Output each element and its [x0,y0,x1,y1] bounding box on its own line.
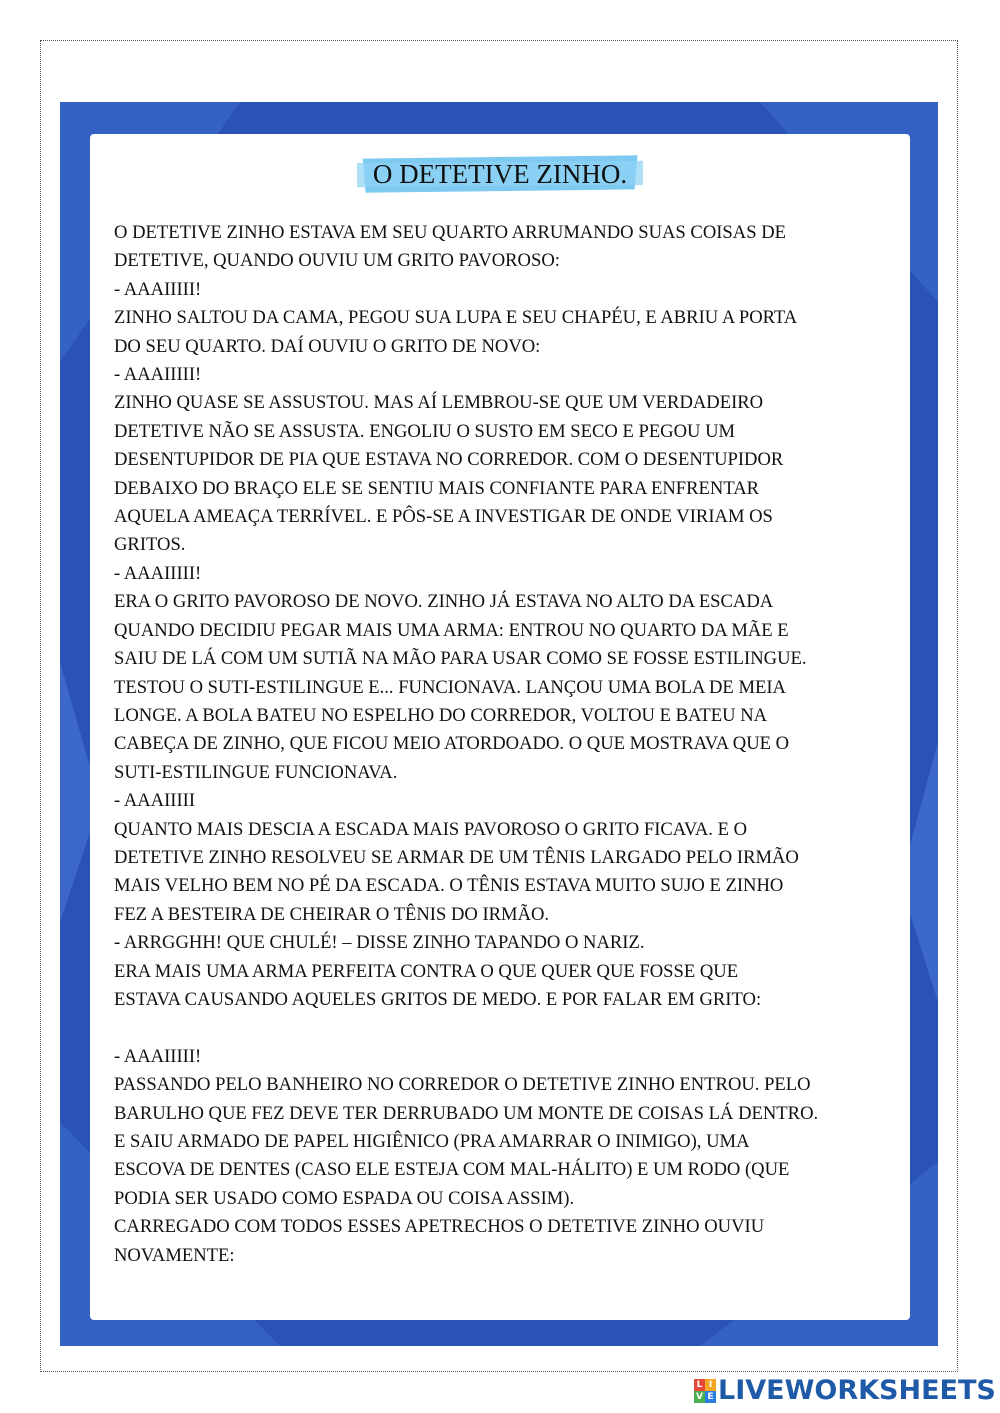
story-line: DEBAIXO DO BRAÇO ELE SE SENTIU MAIS CONFIANTE PARA ENFRENTAR [114,477,760,499]
story-line: LONGE. A BOLA BATEU NO ESPELHO DO CORREDOR, VOLTOU E BATEU NA [114,704,768,726]
story-line: CARREGADO COM TODOS ESSES APETRECHOS O DETETIVE ZINHO OUVIU [114,1216,765,1238]
title-container [0,152,1000,196]
liveworksheets-logo[interactable] [694,1376,996,1406]
page-title-text: O DETETIVE ZINHO. [372,159,628,189]
logo-badge-icon [694,1379,716,1403]
story-line: QUANDO DECIDIU PEGAR MAIS UMA ARMA: ENTROU NO QUARTO DA MÃE E [114,619,789,641]
story-line: ESCOVA DE DENTES (CASO ELE ESTEJA COM MAL-HÁLITO) E UM RODO (QUE [114,1159,790,1181]
badge-letter: I [705,1379,716,1391]
story-line: - AAAIIIII! [114,562,202,584]
story-line: - ARRGGHH! QUE CHULÉ! – DISSE ZINHO TAPANDO O NARIZ. [114,932,645,954]
story-line: - AAAIIIII! [114,1045,202,1067]
story-line: - AAAIIIII [114,790,196,812]
story-line: CABEÇA DE ZINHO, QUE FICOU MEIO ATORDOADO. O QUE MOSTRAVA QUE O [114,733,790,755]
story-line: E SAIU ARMADO DE PAPEL HIGIÊNICO (PRA AMARRAR O INIMIGO), UMA [114,1130,750,1152]
story-line: ESTAVA CAUSANDO AQUELES GRITOS DE MEDO. E POR FALAR EM GRITO: [114,988,762,1010]
story-line: QUANTO MAIS DESCIA A ESCADA MAIS PAVOROSO O GRITO FICAVA. E O [114,818,748,840]
story-line: BARULHO QUE FEZ DEVE TER DERRUBADO UM MONTE DE COISAS LÁ DENTRO. [114,1102,819,1124]
story-line: DO SEU QUARTO. DAÍ OUVIU O GRITO DE NOVO: [114,335,541,357]
story-text [114,219,904,1270]
story-line: ZINHO SALTOU DA CAMA, PEGOU SUA LUPA E SEU CHAPÉU, E ABRIU A PORTA [114,307,798,329]
story-line: DETETIVE, QUANDO OUVIU UM GRITO PAVOROSO: [114,250,560,272]
story-line: SUTI-ESTILINGUE FUNCIONAVA. [114,761,398,783]
story-line: O DETETIVE ZINHO ESTAVA EM SEU QUARTO ARRUMANDO SUAS COISAS DE [114,222,786,243]
story-line: - AAAIIIII! [114,278,202,300]
story-line: - AAAIIIII! [114,364,202,386]
page-title [357,152,643,196]
logo-text: LIVEWORKSHEETS [718,1375,996,1406]
story-line: SAIU DE LÁ COM UM SUTIÃ NA MÃO PARA USAR COMO SE FOSSE ESTILINGUE. [114,648,807,670]
story-line: AQUELA AMEAÇA TERRÍVEL. E PÔS-SE A INVESTIGAR DE ONDE VIRIAM OS [114,506,773,528]
badge-letter: V [694,1391,705,1403]
story-line: MAIS VELHO BEM NO PÉ DA ESCADA. O TÊNIS ESTAVA MUITO SUJO E ZINHO [114,875,784,897]
story-line: GRITOS. [114,534,186,556]
story-line: DESENTUPIDOR DE PIA QUE ESTAVA NO CORREDOR. COM O DESENTUPIDOR [114,449,784,471]
story-line: ERA MAIS UMA ARMA PERFEITA CONTRA O QUE QUER QUE FOSSE QUE [114,960,739,982]
story-line: TESTOU O SUTI-ESTILINGUE E... FUNCIONAVA. LANÇOU UMA BOLA DE MEIA [114,676,786,698]
story-line: ERA O GRITO PAVOROSO DE NOVO. ZINHO JÁ ESTAVA NO ALTO DA ESCADA [114,591,774,613]
story-line: PASSANDO PELO BANHEIRO NO CORREDOR O DETETIVE ZINHO ENTROU. PELO [114,1074,811,1096]
story-line: DETETIVE NÃO SE ASSUSTA. ENGOLIU O SUSTO EM SECO E PEGOU UM [114,420,736,442]
story-line: DETETIVE ZINHO RESOLVEU SE ARMAR DE UM TÊNIS LARGADO PELO IRMÃO [114,846,799,868]
story-line: PODIA SER USADO COMO ESPADA OU COISA ASSIM). [114,1187,575,1209]
badge-letter: L [694,1379,705,1391]
badge-letter: E [705,1391,716,1403]
story-line: NOVAMENTE: [114,1244,235,1266]
story-line [114,1014,904,1042]
story-line: FEZ A BESTEIRA DE CHEIRAR O TÊNIS DO IRMÃO. [114,903,550,925]
story-line: ZINHO QUASE SE ASSUSTOU. MAS AÍ LEMBROU-SE QUE UM VERDADEIRO [114,392,764,414]
